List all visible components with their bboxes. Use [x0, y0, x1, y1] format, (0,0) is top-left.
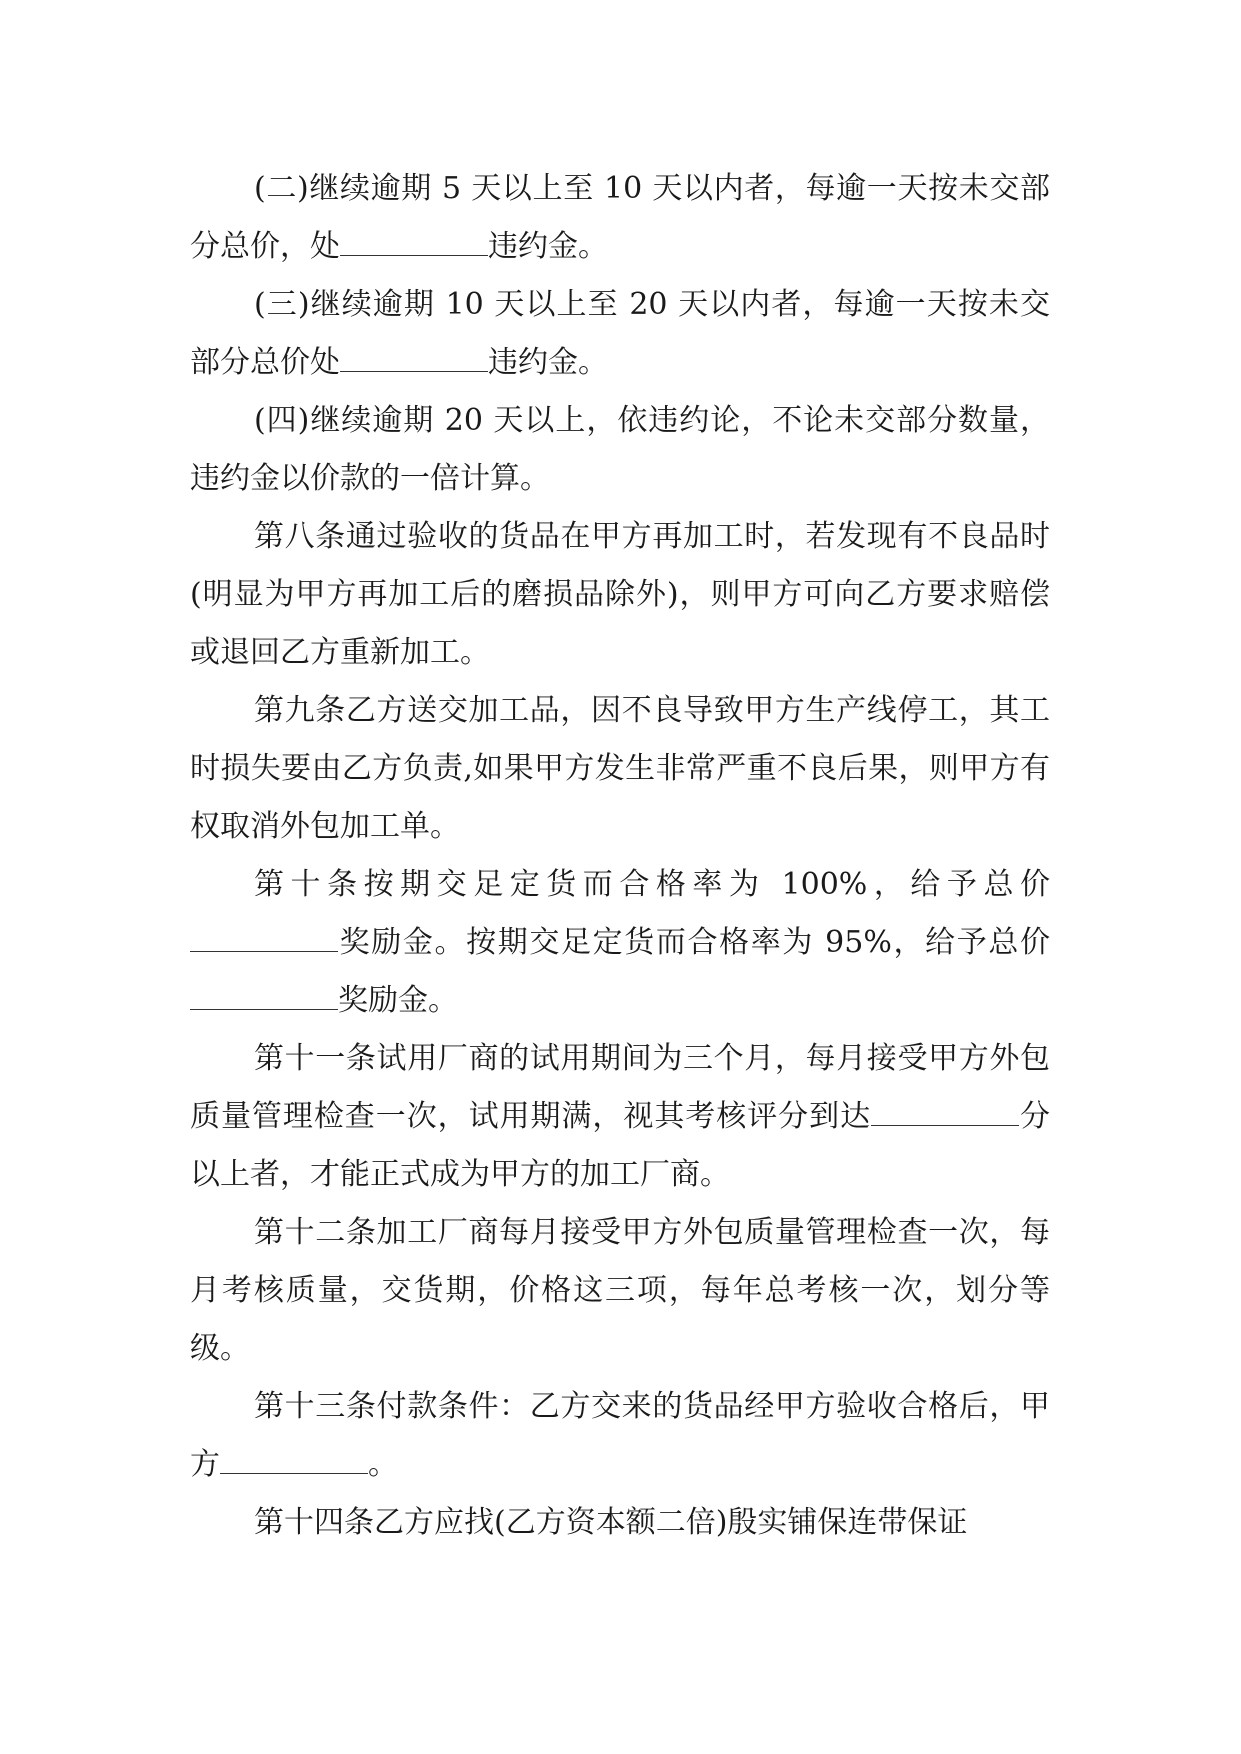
clause-2-paragraph — [190, 160, 1050, 276]
clause-text: (二)继续逾期 5 天以上至 10 天以内者，每逾一天按未交部分总价，处 — [190, 171, 1050, 264]
clause-text: 第十二条加工厂商每月接受甲方外包质量管理检查一次，每月考核质量，交货期，价格这三项，每年总考核一次，划分等级。 — [190, 1215, 1050, 1366]
clause-text: 第十一条试用厂商的试用期间为三个月，每月接受甲方外包质量管理检查一次，试用期满，视其考核评分到达 — [190, 1041, 1050, 1134]
fill-in-blank[interactable] — [190, 987, 338, 1010]
clause-text: (三)继续逾期 10 天以上至 20 天以内者，每逾一天按未交部分总价处 — [190, 287, 1050, 380]
clause-4-paragraph — [190, 392, 1050, 508]
article-14-paragraph — [190, 1494, 1050, 1552]
clause-text: 第十条按期交足定货而合格率为 100%，给予总价 — [254, 867, 1050, 902]
fill-in-blank[interactable] — [871, 1103, 1019, 1126]
clause-text: 第九条乙方送交加工品，因不良导致甲方生产线停工，其工时损失要由乙方负责,如果甲方发生非常严重不良后果，则甲方有权取消外包加工单。 — [190, 693, 1050, 844]
fill-in-blank[interactable] — [190, 929, 338, 952]
clause-text: 第八条通过验收的货品在甲方再加工时，若发现有不良品时(明显为甲方再加工后的磨损品除外)，则甲方可向乙方要求赔偿或退回乙方重新加工。 — [190, 519, 1050, 670]
article-13-paragraph — [190, 1378, 1050, 1494]
clause-text: 第十三条付款条件：乙方交来的货品经甲方验收合格后，甲方 — [190, 1389, 1050, 1482]
clause-text: 分以上者，才能正式成为甲方的加工厂商。 — [190, 1099, 1051, 1192]
clause-text: 违约金。 — [488, 345, 608, 380]
fill-in-blank[interactable] — [340, 233, 488, 256]
clause-text: 第十四条乙方应找(乙方资本额二倍)殷实铺保连带保证 — [254, 1505, 968, 1540]
document-body — [190, 160, 1050, 1552]
article-8-paragraph — [190, 508, 1050, 682]
clause-text: (四)继续逾期 20 天以上，依违约论，不论未交部分数量，违约金以价款的一倍计算。 — [190, 403, 1050, 496]
clause-3-paragraph — [190, 276, 1050, 392]
clause-text: 奖励金。按期交足定货而合格率为 95%，给予总价 — [338, 925, 1050, 960]
article-11-paragraph — [190, 1030, 1050, 1204]
fill-in-blank[interactable] — [220, 1451, 368, 1474]
clause-text: 。 — [368, 1447, 398, 1482]
article-12-paragraph — [190, 1204, 1050, 1378]
article-10-paragraph — [190, 856, 1050, 1030]
fill-in-blank[interactable] — [340, 349, 488, 372]
article-9-paragraph — [190, 682, 1050, 856]
clause-text: 奖励金。 — [338, 983, 458, 1018]
clause-text: 违约金。 — [488, 229, 608, 264]
